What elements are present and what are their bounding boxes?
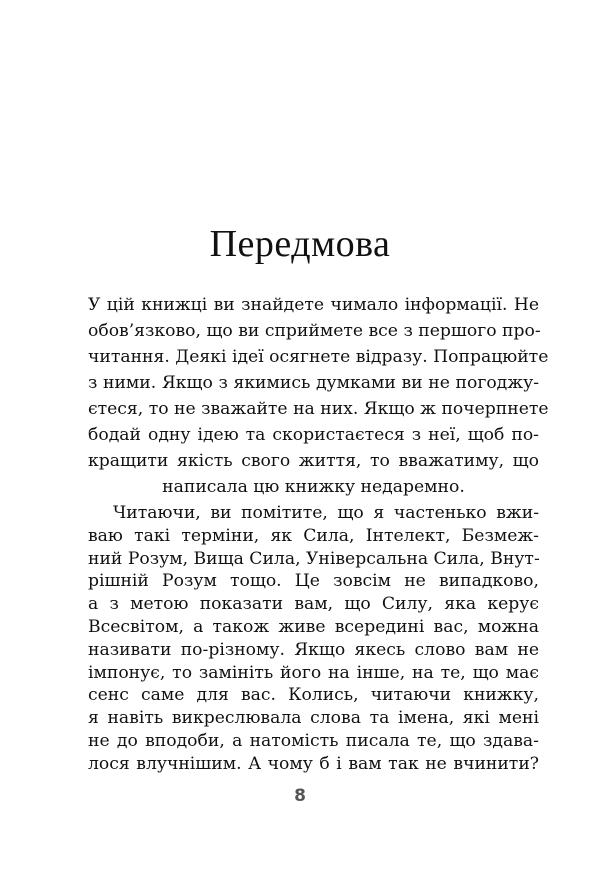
text-line: написала цю книжку недаремно.	[162, 477, 465, 497]
text-line: ваю такі терміни, як Сила, Інтелект, Безмеж-	[88, 525, 539, 546]
text-line: єтеся, то не зважайте на них. Якщо ж почерпнете	[88, 399, 549, 419]
page-number: 8	[294, 786, 306, 806]
text-line: називати по-різному. Якщо якесь слово вам не	[88, 639, 539, 660]
text-line: бодай одну ідею та скористаєтеся з неї, щоб по-	[88, 425, 539, 445]
text-line: сенс саме для вас. Колись, читаючи книжку,	[88, 685, 539, 706]
text-line: не до вподоби, а натомість писала те, що здава-	[88, 731, 539, 751]
text-line: з ними. Якщо з якимись думками ви не погоджу-	[88, 373, 539, 393]
text-line: обов’язково, що ви сприймете все з першого про-	[88, 321, 541, 341]
text-line: кращити якість свого життя, то вважатиму, що	[88, 451, 539, 471]
text-line: рішній Розум тощо. Це зовсім не випадково,	[88, 571, 539, 592]
text-line: Читаючи, ви помітите, що я частенько вжи-	[113, 503, 539, 523]
text-line: лося влучнішим. А чому б і вам так не вчинити?	[88, 753, 539, 774]
text-line: читання. Деякі ідеї осягнете відразу. Попрацюйте	[88, 347, 549, 367]
text-line: а з метою показати вам, що Силу, яка керує	[88, 594, 539, 615]
page-title: Передмова	[209, 223, 391, 265]
text-line: Всесвітом, а також живе всередині вас, можна	[88, 617, 539, 637]
text-line: ний Розум, Вища Сила, Універсальна Сила, Внут-	[88, 548, 540, 569]
text-line: У цій книжці ви знайдете чимало інформації. Не	[88, 295, 539, 315]
text-line: імпонує, то замініть його на інше, на те, що має	[88, 662, 539, 683]
text-line: я навіть викреслювала слова та імена, які мені	[88, 708, 539, 729]
